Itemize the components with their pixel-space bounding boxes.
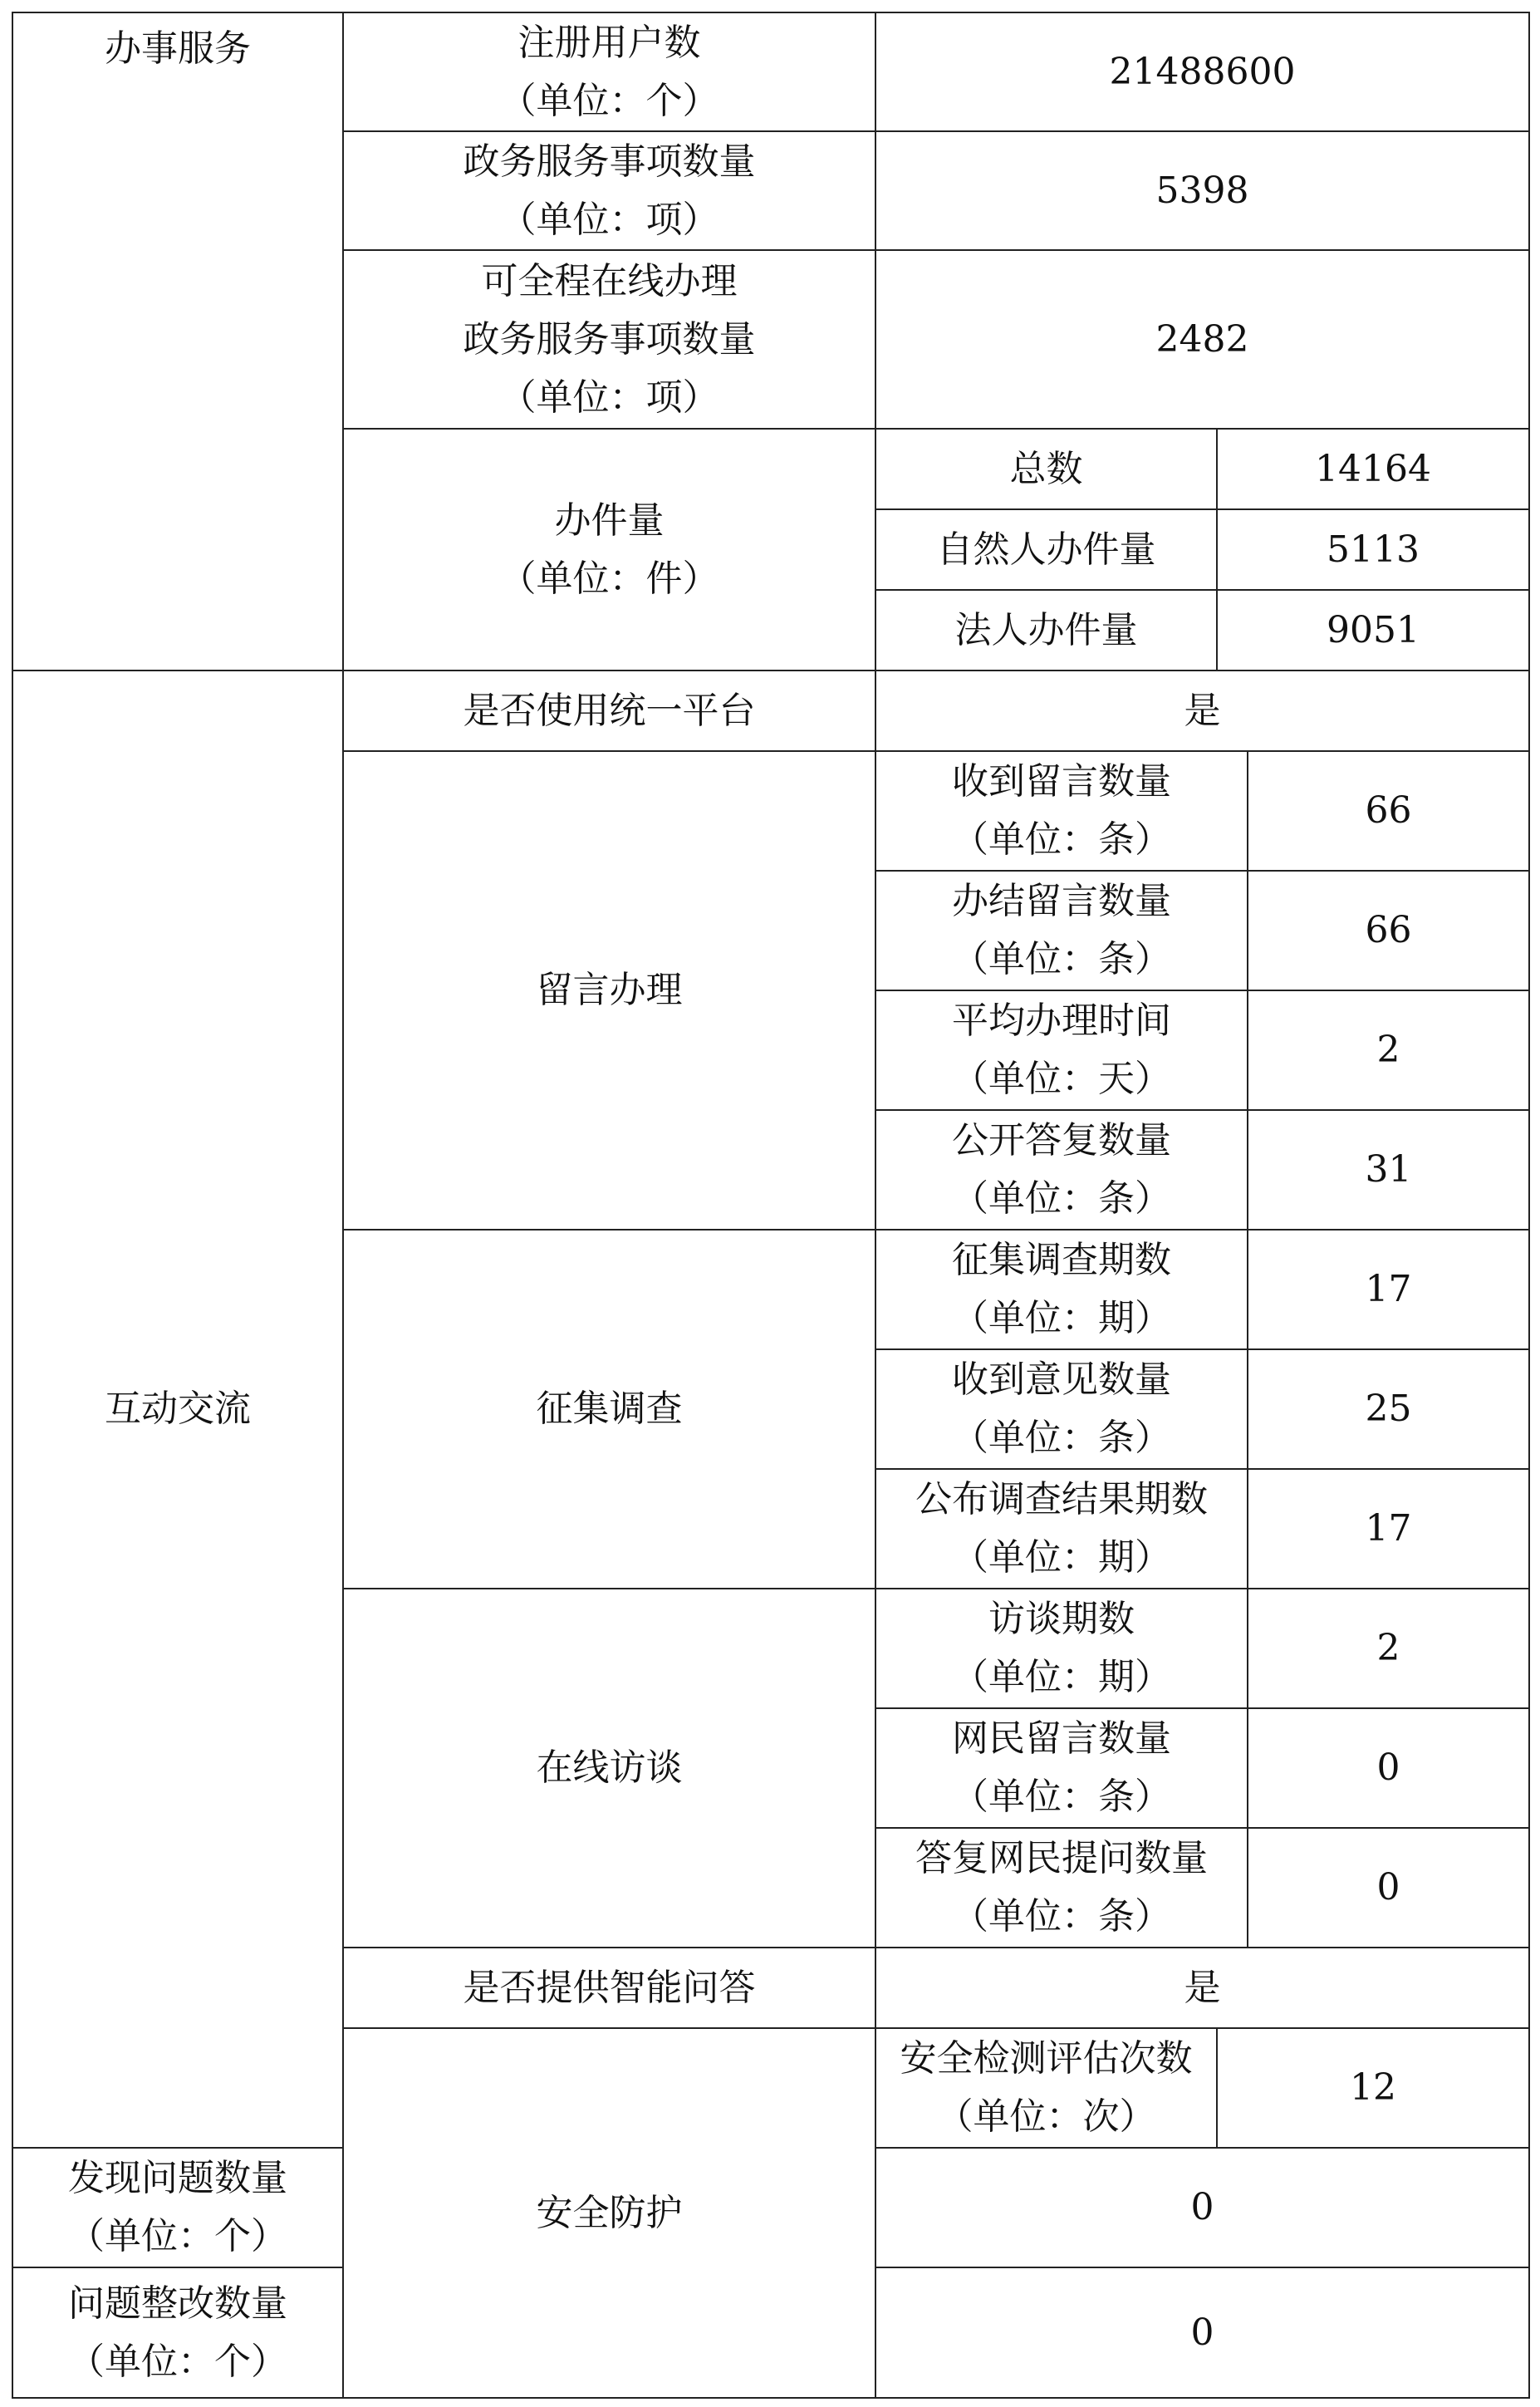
- metric-value-registered-users: 21488600: [875, 12, 1529, 131]
- sub-unit: （单位：条）: [952, 938, 1171, 980]
- sub-value-interview-periods: 2: [1248, 1589, 1529, 1708]
- metric-value-service-items: 5398: [875, 131, 1529, 250]
- sub-name: 访谈期数: [988, 1598, 1135, 1640]
- sub-unit: （单位：期）: [952, 1536, 1171, 1579]
- sub-value-cases-total: 14164: [1217, 429, 1529, 509]
- metric-label-issues-fixed: [12, 2267, 343, 2398]
- sub-name: 网民留言数量: [952, 1717, 1171, 1760]
- metric-label-service-items: [343, 131, 875, 250]
- sub-name: 公布调查结果期数: [915, 1478, 1208, 1520]
- sub-value-survey-periods: 17: [1248, 1230, 1529, 1349]
- metric-label-cases: [343, 429, 875, 671]
- sub-value-survey-results: 17: [1248, 1469, 1529, 1589]
- sub-label-interview-periods: [875, 1589, 1248, 1708]
- sub-value-messages-received: 66: [1248, 751, 1529, 871]
- sub-label-interview-netizen-msgs: [875, 1708, 1248, 1828]
- sub-label-cases-total: 总数: [875, 429, 1217, 509]
- sub-unit: （单位：条）: [952, 1177, 1171, 1220]
- group-label-messages: 留言办理: [343, 751, 875, 1230]
- metric-label-online-items: [343, 250, 875, 429]
- group-label-survey: 征集调查: [343, 1230, 875, 1589]
- metric-unit: （单位：项）: [499, 376, 719, 419]
- metric-unit: （单位：件）: [499, 557, 719, 600]
- sub-name: 平均办理时间: [952, 1000, 1171, 1042]
- metric-name: 政务服务事项数量: [463, 140, 756, 183]
- sub-label-cases-natural: 自然人办件量: [875, 509, 1217, 590]
- sub-value-messages-concluded: 66: [1248, 871, 1529, 990]
- sub-name: 办结留言数量: [952, 880, 1171, 922]
- statistics-table: [12, 12, 1530, 2399]
- sub-unit: （单位：条）: [952, 1417, 1171, 1459]
- metric-label-security-checks: [875, 2028, 1217, 2148]
- sub-unit: （单位：条）: [952, 1776, 1171, 1818]
- sub-value-survey-opinions: 25: [1248, 1349, 1529, 1469]
- metric-unit: （单位：项）: [499, 198, 719, 241]
- sub-label-cases-legal: 法人办件量: [875, 590, 1217, 671]
- metric-name: 办件量: [554, 499, 665, 542]
- sub-label-survey-results: [875, 1469, 1248, 1589]
- sub-label-messages-concluded: [875, 871, 1248, 990]
- metric-label-issues-found: [12, 2148, 343, 2267]
- sub-unit: （单位：期）: [952, 1297, 1171, 1339]
- sub-unit: （单位：天）: [952, 1058, 1171, 1100]
- metric-value-issues-found: 0: [875, 2148, 1529, 2267]
- sub-label-survey-periods: [875, 1230, 1248, 1349]
- sub-name: 答复网民提问数量: [915, 1837, 1208, 1879]
- metric-label-registered-users: [343, 12, 875, 131]
- sub-value-cases-natural: 5113: [1217, 509, 1529, 590]
- metric-name-line1: 可全程在线办理: [481, 259, 738, 302]
- metric-value-unified-platform: 是: [875, 671, 1529, 751]
- sub-value-cases-legal: 9051: [1217, 590, 1529, 671]
- metric-label-unified-platform: 是否使用统一平台: [343, 671, 875, 751]
- metric-name: 发现问题数量: [68, 2157, 287, 2199]
- sub-label-messages-public-replies: [875, 1110, 1248, 1230]
- sub-label-interview-answered: [875, 1828, 1248, 1948]
- metric-name: 注册用户数: [517, 21, 701, 64]
- sub-unit: （单位：条）: [952, 818, 1171, 861]
- sub-name: 收到留言数量: [952, 760, 1171, 803]
- category-security: 安全防护: [343, 2028, 875, 2398]
- metric-value-smart-qa: 是: [875, 1948, 1529, 2028]
- metric-name: 安全检测评估次数: [900, 2037, 1193, 2080]
- sub-name: 公开答复数量: [952, 1119, 1171, 1162]
- metric-name-line2: 政务服务事项数量: [463, 317, 756, 361]
- category-service: 办事服务: [12, 12, 343, 671]
- group-label-interview: 在线访谈: [343, 1589, 875, 1948]
- sub-label-survey-opinions: [875, 1349, 1248, 1469]
- metric-unit: （单位：个）: [68, 2340, 287, 2383]
- sub-label-messages-avg-time: [875, 990, 1248, 1110]
- metric-unit: （单位：次）: [936, 2095, 1156, 2138]
- sub-name: 征集调查期数: [952, 1239, 1171, 1281]
- metric-value-online-items: 2482: [875, 250, 1529, 429]
- metric-name: 问题整改数量: [68, 2282, 287, 2325]
- sub-value-messages-avg-time: 2: [1248, 990, 1529, 1110]
- sub-value-interview-answered: 0: [1248, 1828, 1529, 1948]
- metric-unit: （单位：个）: [68, 2215, 287, 2257]
- metric-unit: （单位：个）: [499, 79, 719, 122]
- category-interaction: 互动交流: [12, 671, 343, 2148]
- sub-value-messages-public-replies: 31: [1248, 1110, 1529, 1230]
- sub-value-interview-netizen-msgs: 0: [1248, 1708, 1529, 1828]
- metric-label-smart-qa: 是否提供智能问答: [343, 1948, 875, 2028]
- sub-name: 收到意见数量: [952, 1358, 1171, 1401]
- metric-value-issues-fixed: 0: [875, 2267, 1529, 2398]
- sub-unit: （单位：期）: [952, 1656, 1171, 1698]
- sub-label-messages-received: [875, 751, 1248, 871]
- sub-unit: （单位：条）: [952, 1895, 1171, 1938]
- metric-value-security-checks: 12: [1217, 2028, 1529, 2148]
